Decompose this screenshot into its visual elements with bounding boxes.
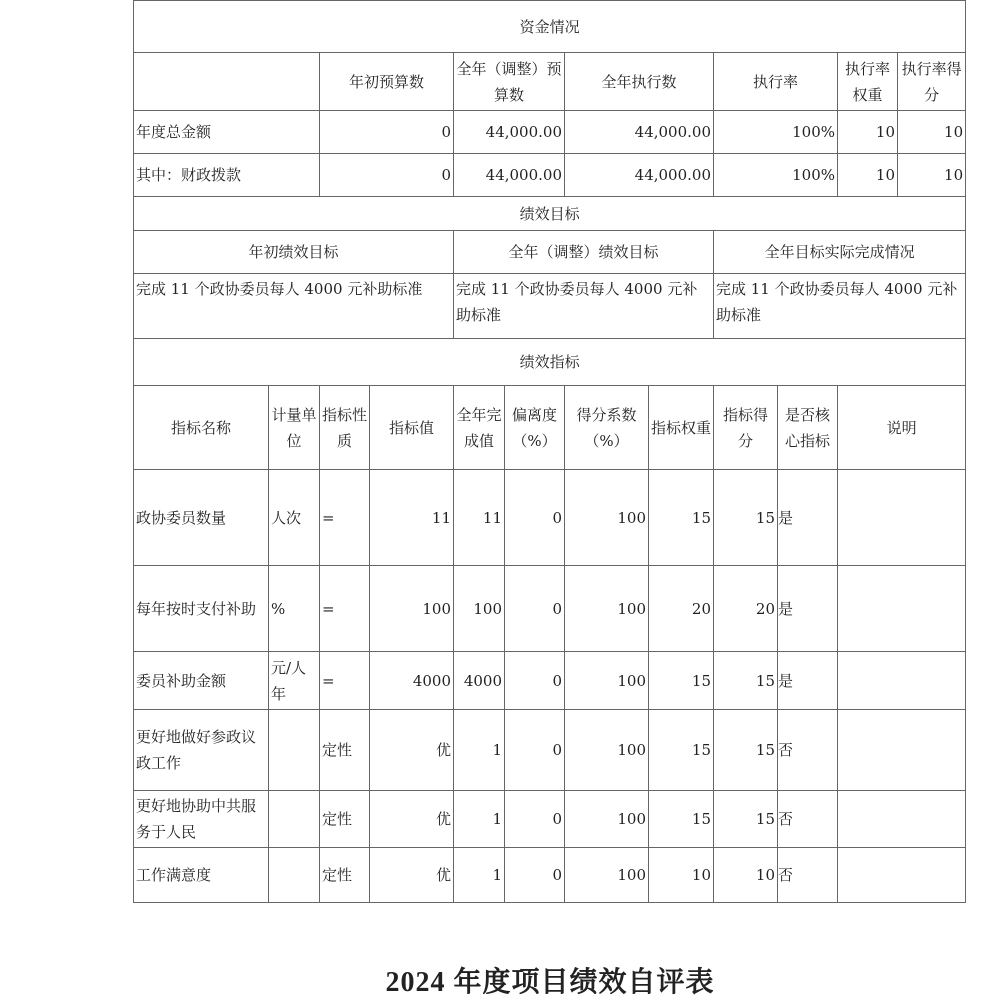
funds-header: 年初预算数 — [320, 53, 454, 111]
funds-row — [134, 111, 966, 154]
funds-header: 执行率得分 — [898, 53, 966, 111]
indicator-header: 指标值 — [370, 386, 454, 470]
indicator-row — [134, 848, 966, 903]
indicator-deviation: 0 — [505, 848, 565, 903]
indicator-name: 更好地做好参政议政工作 — [134, 710, 269, 791]
indicator-unit — [269, 848, 320, 903]
indicator-row — [134, 652, 966, 710]
indicator-deviation: 0 — [505, 652, 565, 710]
indicator-actual: 100 — [454, 566, 505, 652]
indicator-row — [134, 791, 966, 848]
goals-header: 年初绩效目标 — [134, 231, 454, 274]
indicator-coef: 100 — [565, 848, 649, 903]
funds-score: 10 — [898, 154, 966, 197]
funds-header-row — [134, 53, 966, 111]
indicator-header: 全年完成值 — [454, 386, 505, 470]
indicator-coef: 100 — [565, 470, 649, 566]
goals-header: 全年（调整）绩效目标 — [454, 231, 714, 274]
indicator-row — [134, 566, 966, 652]
indicators-section-title: 绩效指标 — [134, 339, 966, 386]
indicator-header: 计量单位 — [269, 386, 320, 470]
indicator-score: 15 — [714, 710, 778, 791]
goal-value: 完成 11 个政协委员每人 4000 元补助标准 — [714, 274, 966, 339]
indicator-core: 否 — [778, 791, 838, 848]
indicator-nature: 定性 — [320, 710, 370, 791]
indicator-name: 工作满意度 — [134, 848, 269, 903]
indicator-score: 20 — [714, 566, 778, 652]
funds-initial: 0 — [320, 111, 454, 154]
indicator-deviation: 0 — [505, 566, 565, 652]
indicator-nature: = — [320, 566, 370, 652]
indicator-row — [134, 470, 966, 566]
indicator-core: 否 — [778, 710, 838, 791]
indicator-core: 否 — [778, 848, 838, 903]
indicator-actual: 1 — [454, 710, 505, 791]
funds-header: 全年执行数 — [565, 53, 714, 111]
funds-rate: 100% — [714, 111, 838, 154]
indicator-header: 偏离度（%） — [505, 386, 565, 470]
funds-row-label: 其中：财政拨款 — [134, 154, 320, 197]
indicator-target: 4000 — [370, 652, 454, 710]
indicator-weight: 15 — [649, 470, 714, 566]
indicator-nature: 定性 — [320, 848, 370, 903]
indicator-score: 10 — [714, 848, 778, 903]
indicators-header-row — [134, 386, 966, 470]
indicator-name: 政协委员数量 — [134, 470, 269, 566]
indicator-weight: 15 — [649, 652, 714, 710]
funds-header: 执行率 — [714, 53, 838, 111]
funds-adjusted: 44,000.00 — [454, 154, 565, 197]
funds-executed: 44,000.00 — [565, 154, 714, 197]
indicator-actual: 1 — [454, 848, 505, 903]
indicator-note — [838, 710, 966, 791]
indicator-core: 是 — [778, 652, 838, 710]
goals-value-row — [134, 274, 966, 339]
indicator-name: 每年按时支付补助 — [134, 566, 269, 652]
indicator-target: 100 — [370, 566, 454, 652]
indicator-score: 15 — [714, 791, 778, 848]
funds-section-title: 资金情况 — [134, 1, 966, 53]
funds-rate: 100% — [714, 154, 838, 197]
indicator-target: 优 — [370, 791, 454, 848]
indicator-core: 是 — [778, 470, 838, 566]
funds-initial: 0 — [320, 154, 454, 197]
funds-adjusted: 44,000.00 — [454, 111, 565, 154]
indicator-nature: = — [320, 470, 370, 566]
funds-row — [134, 154, 966, 197]
indicator-target: 优 — [370, 848, 454, 903]
indicator-coef: 100 — [565, 791, 649, 848]
indicator-name: 委员补助金额 — [134, 652, 269, 710]
indicator-deviation: 0 — [505, 791, 565, 848]
funds-header: 执行率权重 — [838, 53, 898, 111]
indicator-weight: 15 — [649, 791, 714, 848]
indicator-unit — [269, 791, 320, 848]
indicator-coef: 100 — [565, 566, 649, 652]
indicator-note — [838, 848, 966, 903]
indicator-note — [838, 791, 966, 848]
indicator-coef: 100 — [565, 710, 649, 791]
goal-value: 完成 11 个政协委员每人 4000 元补助标准 — [134, 274, 454, 339]
indicator-header: 说明 — [838, 386, 966, 470]
indicator-unit: 人次 — [269, 470, 320, 566]
indicator-unit — [269, 710, 320, 791]
indicator-unit: 元/人年 — [269, 652, 320, 710]
indicator-actual: 11 — [454, 470, 505, 566]
indicator-target: 优 — [370, 710, 454, 791]
indicator-deviation: 0 — [505, 470, 565, 566]
indicator-target: 11 — [370, 470, 454, 566]
indicator-note — [838, 652, 966, 710]
indicator-name: 更好地协助中共服务于人民 — [134, 791, 269, 848]
indicator-core: 是 — [778, 566, 838, 652]
indicator-header: 指标性质 — [320, 386, 370, 470]
indicator-row — [134, 710, 966, 791]
next-page-title: 2024 年度项目绩效自评表 — [385, 967, 715, 998]
goal-value: 完成 11 个政协委员每人 4000 元补助标准 — [454, 274, 714, 339]
goals-header: 全年目标实际完成情况 — [714, 231, 966, 274]
indicator-note — [838, 566, 966, 652]
indicator-coef: 100 — [565, 652, 649, 710]
performance-table — [133, 0, 966, 903]
indicator-header: 是否核心指标 — [778, 386, 838, 470]
indicator-header: 指标名称 — [134, 386, 269, 470]
funds-header: 全年（调整）预算数 — [454, 53, 565, 111]
indicator-header: 得分系数（%） — [565, 386, 649, 470]
indicator-actual: 1 — [454, 791, 505, 848]
indicator-weight: 15 — [649, 710, 714, 791]
goals-section-title: 绩效目标 — [134, 197, 966, 231]
indicator-actual: 4000 — [454, 652, 505, 710]
funds-score: 10 — [898, 111, 966, 154]
indicator-weight: 10 — [649, 848, 714, 903]
indicator-nature: = — [320, 652, 370, 710]
indicator-unit: % — [269, 566, 320, 652]
goals-header-row — [134, 231, 966, 274]
indicator-note — [838, 470, 966, 566]
funds-executed: 44,000.00 — [565, 111, 714, 154]
funds-row-label: 年度总金额 — [134, 111, 320, 154]
indicator-header: 指标得分 — [714, 386, 778, 470]
indicator-score: 15 — [714, 470, 778, 566]
indicator-header: 指标权重 — [649, 386, 714, 470]
funds-header-blank — [134, 53, 320, 111]
indicator-deviation: 0 — [505, 710, 565, 791]
indicator-nature: 定性 — [320, 791, 370, 848]
funds-weight: 10 — [838, 154, 898, 197]
indicator-score: 15 — [714, 652, 778, 710]
funds-weight: 10 — [838, 111, 898, 154]
indicator-weight: 20 — [649, 566, 714, 652]
